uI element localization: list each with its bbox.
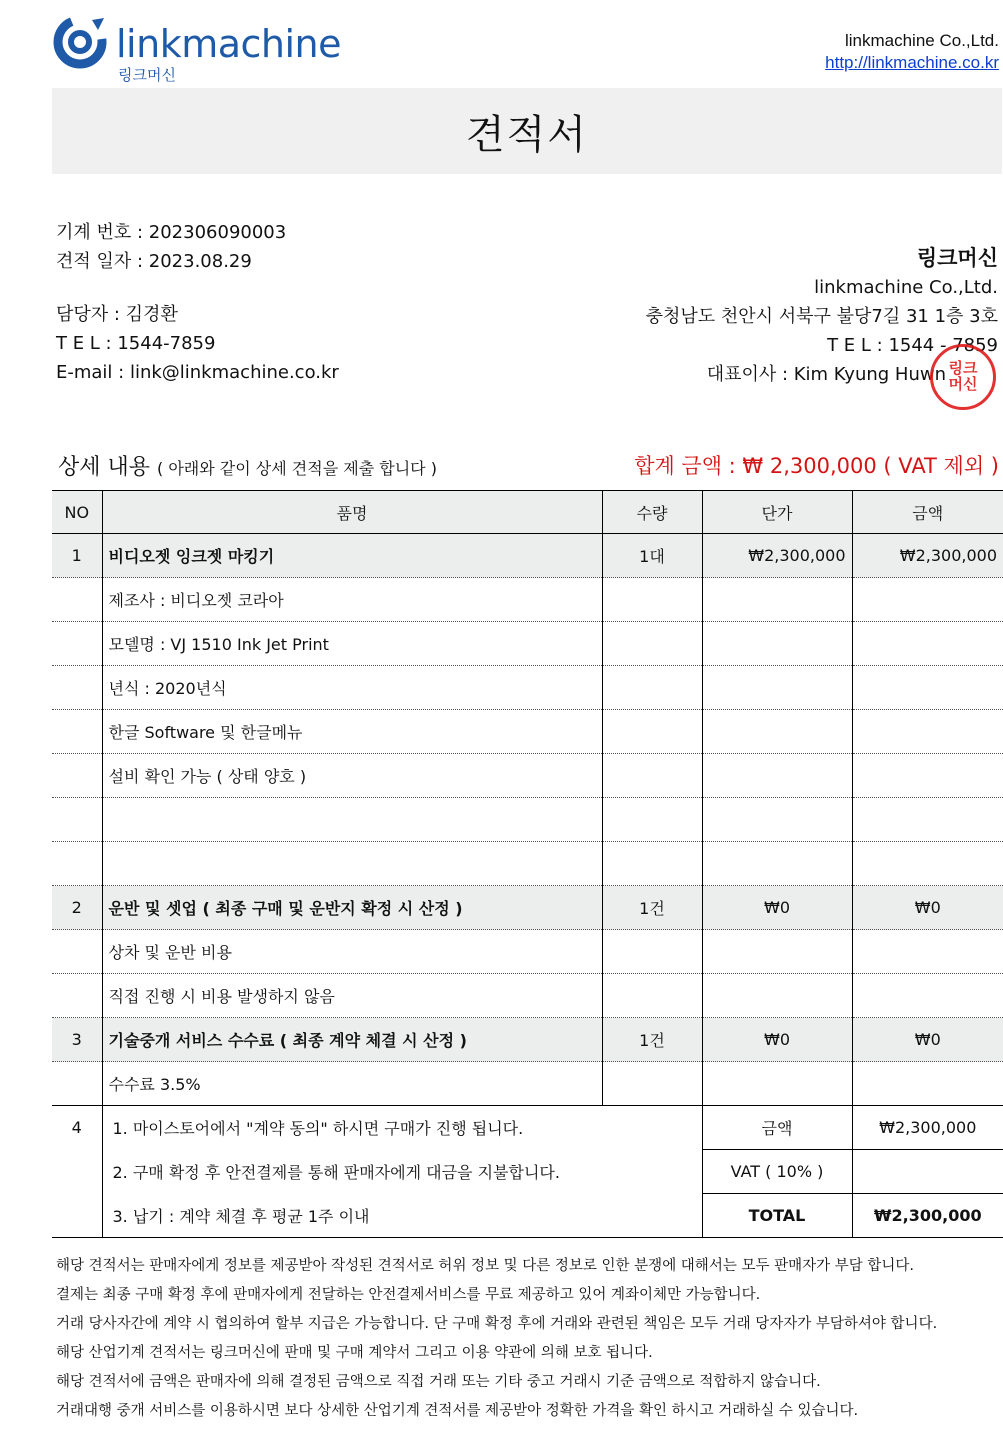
logo-mark-icon [52,14,108,74]
note-line: 해당 산업기계 견적서는 링크머신에 판매 및 구매 계약서 그리고 이용 약관에 의해 보호 됩니다. [56,1345,653,1361]
table-row-group-1: 1 비디오젯 잉크젯 마킹기 1대 ₩2,300,000 ₩2,300,000 [52,534,1003,578]
contact-manager: 담당자 : 김경환 [56,304,178,325]
quote-info [56,218,286,276]
company-name: linkmachine Co.,Ltd. [844,31,999,50]
company-logo [52,12,352,88]
sum-value: ₩2,300,000 [852,1106,1003,1150]
item-name: 운반 및 셋업 ( 최종 구매 및 운반지 확정 시 산정 ) [102,886,602,930]
table-row: 직접 진행 시 비용 발생하지 않음 [52,974,1003,1018]
item-unit-price: ₩0 [702,1018,852,1062]
company-url-link[interactable]: http://linkmachine.co.kr [825,53,999,72]
item-unit-price: ₩2,300,000 [702,534,852,578]
seller-address: 충청남도 천안시 서북구 불당7길 31 1층 3호 [645,306,998,327]
table-row: 제조사 : 비디오젯 코라아 [52,578,1003,622]
table-header-row [52,491,1003,534]
table-row-terms-2 [52,1150,1003,1194]
table-row-group-2: 2 운반 및 셋업 ( 최종 구매 및 운반지 확정 시 산정 ) 1건 ₩0 ₩0 [52,886,1003,930]
contact-tel: T E L : 1544-7859 [56,333,216,354]
item-qty: 1건 [602,886,702,930]
table-row: 상차 및 운반 비용 [52,930,1003,974]
seller-company: linkmachine Co.,Ltd. [814,277,998,298]
table-row-terms-3 [52,1194,1003,1238]
company-header [825,30,999,74]
total-amount-headline: 합계 금액 : ₩ 2,300,000 ( VAT 제외 ) [634,454,999,478]
total-value: ₩2,300,000 [852,1194,1003,1238]
item-name: 비디오젯 잉크젯 마킹기 [102,534,602,578]
table-row: 수수료 3.5% [52,1062,1003,1106]
quote-date: 견적 일자 : 2023.08.29 [56,251,252,272]
detail-subtitle: ( 아래와 같이 상세 견적을 제출 합니다 ) [157,459,437,478]
machine-number: 기계 번호 : 202306090003 [56,222,287,243]
table-row: 모델명 : VJ 1510 Ink Jet Print [52,622,1003,666]
seller-name: 링크머신 [916,246,998,270]
note-line: 거래대행 중개 서비스를 이용하시면 보다 상세한 산업기계 견적서를 제공받아 정확한 가격을 확인 하시고 거래하실 수 있습니다. [56,1403,859,1419]
seller-ceo: 대표이사 : Kim Kyung Huwn [706,364,946,385]
item-qty: 1건 [602,1018,702,1062]
note-line: 결제는 최종 구매 확정 후에 판매자에게 전달하는 안전결제서비스를 무료 제공하고 있어 계좌이체만 가능합니다. [56,1287,761,1303]
notes-section [56,1252,937,1426]
document-title: 견적서 [466,111,588,158]
item-name: 기술중개 서비스 수수료 ( 최종 계약 체결 시 산정 ) [102,1018,602,1062]
table-row-group-3: 3 기술중개 서비스 수수료 ( 최종 계약 체결 시 산정 ) 1건 ₩0 ₩0 [52,1018,1003,1062]
header-item: 품명 [102,491,602,534]
item-amount: ₩2,300,000 [852,534,1003,578]
vat-label: VAT ( 10% ) [702,1150,852,1194]
term-line: 1. 마이스토어에서 "계약 동의" 하시면 구매가 진행 됩니다. [102,1106,702,1150]
note-line: 거래 당사자간에 계약 시 협의하여 할부 지급은 가능합니다. 단 구매 확정 후에 거래와 관련된 책임은 모두 거래 당자자가 부담하셔야 합니다. [56,1316,938,1332]
term-line: 3. 납기 : 계약 체결 후 평균 1주 이내 [102,1194,702,1238]
seller-tel: T E L : 1544 - 7859 [827,335,998,356]
company-seal-stamp: 링크 머신 [930,344,996,410]
contact-email: E-mail : link@linkmachine.co.kr [56,362,339,383]
sum-label: 금액 [702,1106,852,1150]
table-row-empty [52,842,1003,886]
contact-info [56,300,339,387]
table-row-terms-1: 4 1. 마이스토어에서 "계약 동의" 하시면 구매가 진행 됩니다. 금액 ₩2,300,000 [52,1106,1003,1150]
quote-table [52,490,1003,1238]
detail-title: 상세 내용 [58,455,151,480]
vat-value [852,1150,1003,1194]
detail-heading [58,450,437,481]
table-row: 한글 Software 및 한글메뉴 [52,710,1003,754]
note-line: 해당 견적서는 판매자에게 정보를 제공받아 작성된 견적서로 허위 정보 및 다른 정보로 인한 분쟁에 대해서는 모두 판매자가 부담 합니다. [56,1258,914,1274]
logo-wordmark: linkmachine [116,22,342,66]
item-unit-price: ₩0 [702,886,852,930]
header-amount: 금액 [852,491,1003,534]
logo-subtitle: 링크머신 [118,66,176,84]
title-band [52,88,1002,174]
item-amount: ₩0 [852,1018,1003,1062]
table-row: 년식 : 2020년식 [52,666,1003,710]
table-row: 설비 확인 가능 ( 상태 양호 ) [52,754,1003,798]
term-line: 2. 구매 확정 후 안전결제를 통해 판매자에게 대금을 지불합니다. [102,1150,702,1194]
header-unit-price: 단가 [702,491,852,534]
item-amount: ₩0 [852,886,1003,930]
header-no: NO [52,491,102,534]
header-qty: 수량 [602,491,702,534]
table-row-empty [52,798,1003,842]
total-label: TOTAL [702,1194,852,1238]
item-qty: 1대 [602,534,702,578]
note-line: 해당 견적서에 금액은 판매자에 의해 결정된 금액으로 직접 거래 또는 기타 중고 거래시 기준 금액으로 적합하지 않습니다. [56,1374,821,1390]
